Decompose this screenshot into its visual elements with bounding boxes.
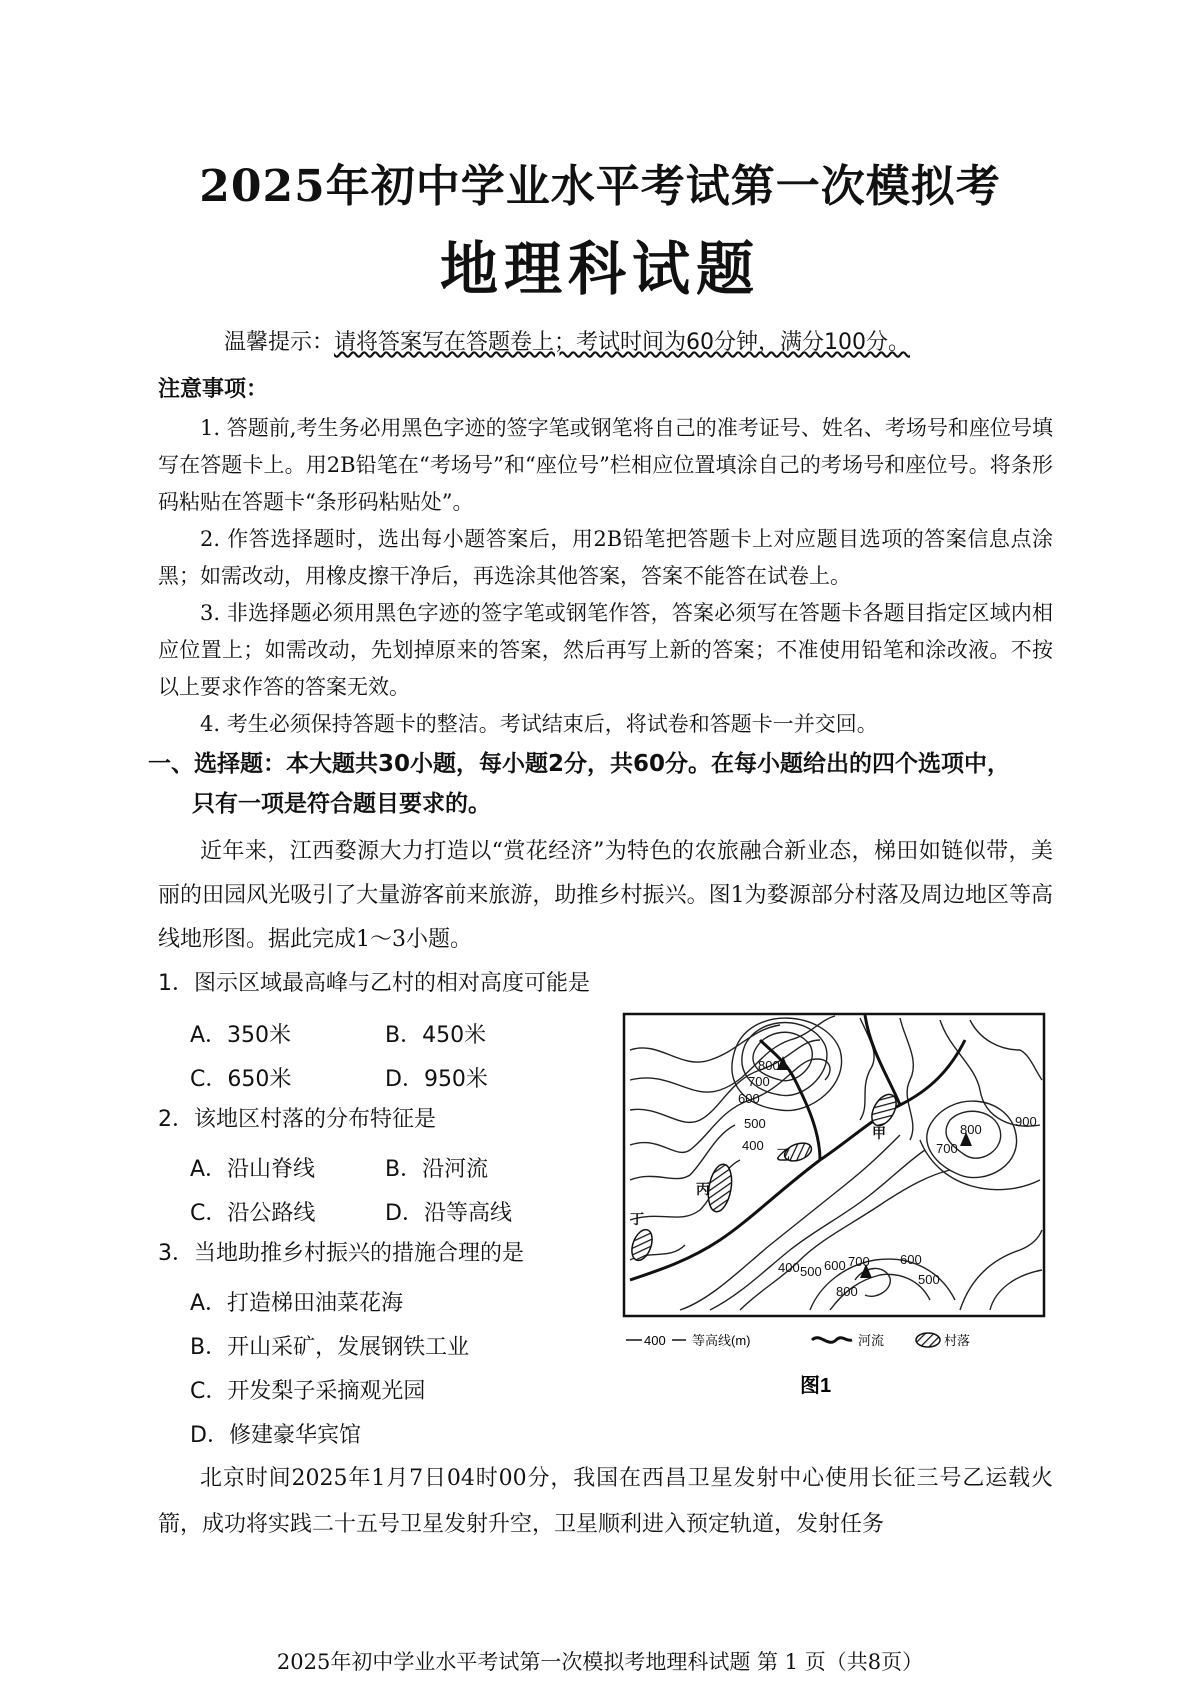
passage-2: 北京时间2025年1月7日04时00分，我国在西昌卫星发射中心使用长征三号乙运载火箭，成功将实践二十五号卫星发射升空，卫星顺利进入预定轨道，发射任务	[158, 1466, 1053, 1537]
note-item-2: 2. 作答选择题时，选出每小题答案后，用2B铅笔把答题卡上对应题目选项的答案信息点涂黑；如需改动，用橡皮擦干净后，再选涂其他答案，答案不能答在试卷上。	[158, 527, 1053, 588]
legend-village-text: 村落	[944, 1333, 971, 1348]
contour-label: 800	[960, 1122, 982, 1137]
contour-label: 400	[778, 1260, 800, 1275]
map-legend	[626, 1333, 970, 1348]
legend-river-text: 河流	[858, 1333, 885, 1348]
figure-caption: 图1	[800, 1375, 832, 1397]
question-2-stem: 2．该地区村落的分布特征是	[158, 1107, 436, 1132]
section-heading	[148, 744, 1058, 824]
q3-option-a: A．打造梯田油菜花海	[190, 1291, 404, 1316]
contour-label: 800	[758, 1058, 780, 1073]
q3-option-d: D．修建豪华宾馆	[190, 1423, 361, 1448]
tip-text: 请将答案写在答题卷上；考试时间为60分钟，满分100分。	[334, 330, 911, 355]
section-line-2: 只有一项是符合题目要求的。	[192, 791, 491, 817]
subject-title: 地理科试题	[439, 235, 760, 303]
q3-option-b: B．开山采矿，发展钢铁工业	[190, 1335, 470, 1360]
note-item-4: 4. 考生必须保持答题卡的整洁。考试结束后，将试卷和答题卡一并交回。	[200, 712, 878, 736]
village-label-yi: 乙	[776, 1147, 790, 1163]
legend-contour-value: 400	[644, 1333, 666, 1348]
village-label-ding: 丁	[630, 1211, 644, 1227]
contour-label: 400	[742, 1138, 764, 1153]
village-label-bing: 丙	[696, 1181, 710, 1197]
contour-label: 700	[936, 1141, 958, 1156]
section-line-1: 一、选择题：本大题共30小题，每小题2分，共60分。在每小题给出的四个选项中，	[148, 751, 1011, 777]
note-item-1: 1. 答题前,考生务必用黑色字迹的签字笔或钢笔将自己的准考证号、姓名、考场号和座位号填写在答题卡上。用2B铅笔在“考场号”和“座位号”栏相应位置填涂自己的考场号和座位号。将条形码粘贴在答题卡“条形码粘贴处”。	[158, 416, 1053, 514]
q2-option-a: A．沿山脊线	[190, 1157, 316, 1182]
contour-label: 600	[738, 1091, 760, 1106]
question-1-stem: 1．图示区域最高峰与乙村的相对高度可能是	[158, 971, 590, 996]
passage-1: 近年来，江西婺源大力打造以“赏花经济”为特色的农旅融合新业态，梯田如链似带，美丽的田园风光吸引了大量游客前来旅游，助推乡村振兴。图1为婺源部分村落及周边地区等高线地形图。据此完成1～3小题。	[158, 839, 1053, 952]
q1-option-c: C．650米	[190, 1067, 292, 1092]
page-footer: 2025年初中学业水平考试第一次模拟考地理科试题 第 1 页（共8页）	[276, 1650, 924, 1674]
contour-label: 600	[824, 1258, 846, 1273]
contour-label: 700	[748, 1074, 770, 1089]
contour-label: 500	[918, 1272, 940, 1287]
tip-line	[224, 325, 910, 356]
village-label-jia: 甲	[872, 1125, 886, 1141]
contour-label: 700	[848, 1254, 870, 1269]
notes-heading: 注意事项：	[158, 376, 269, 402]
q1-option-a: A．350米	[190, 1023, 292, 1048]
contour-map-figure	[620, 1010, 1050, 1410]
contour-label: 800	[836, 1284, 858, 1299]
question-3-stem: 3．当地助推乡村振兴的措施合理的是	[158, 1241, 524, 1266]
contour-label: 600	[900, 1252, 922, 1267]
legend-contour-text: 等高线(m)	[692, 1333, 751, 1348]
legend-river-icon	[812, 1338, 852, 1343]
q2-option-b: B．沿河流	[385, 1157, 489, 1182]
tip-label: 温馨提示：	[224, 330, 335, 355]
contour-label: 500	[800, 1264, 822, 1279]
q2-option-d: D．沿等高线	[385, 1201, 512, 1226]
q1-option-d: D．950米	[385, 1067, 488, 1092]
legend-village-icon	[916, 1333, 940, 1347]
note-item-3: 3. 非选择题必须用黑色字迹的签字笔或钢笔作答，答案必须写在答题卡各题目指定区域内相应位置上；如需改动，先划掉原来的答案，然后再写上新的答案；不准使用铅笔和涂改液。不按以上要求作答的答案无效。	[158, 601, 1053, 699]
q3-option-c: C．开发梨子采摘观光园	[190, 1379, 426, 1404]
exam-title: 2025年初中学业水平考试第一次模拟考	[199, 161, 1001, 212]
contour-label: 900	[1015, 1114, 1037, 1129]
contour-label: 500	[744, 1116, 766, 1131]
q2-option-c: C．沿公路线	[190, 1201, 316, 1226]
q1-option-b: B．450米	[385, 1023, 487, 1048]
